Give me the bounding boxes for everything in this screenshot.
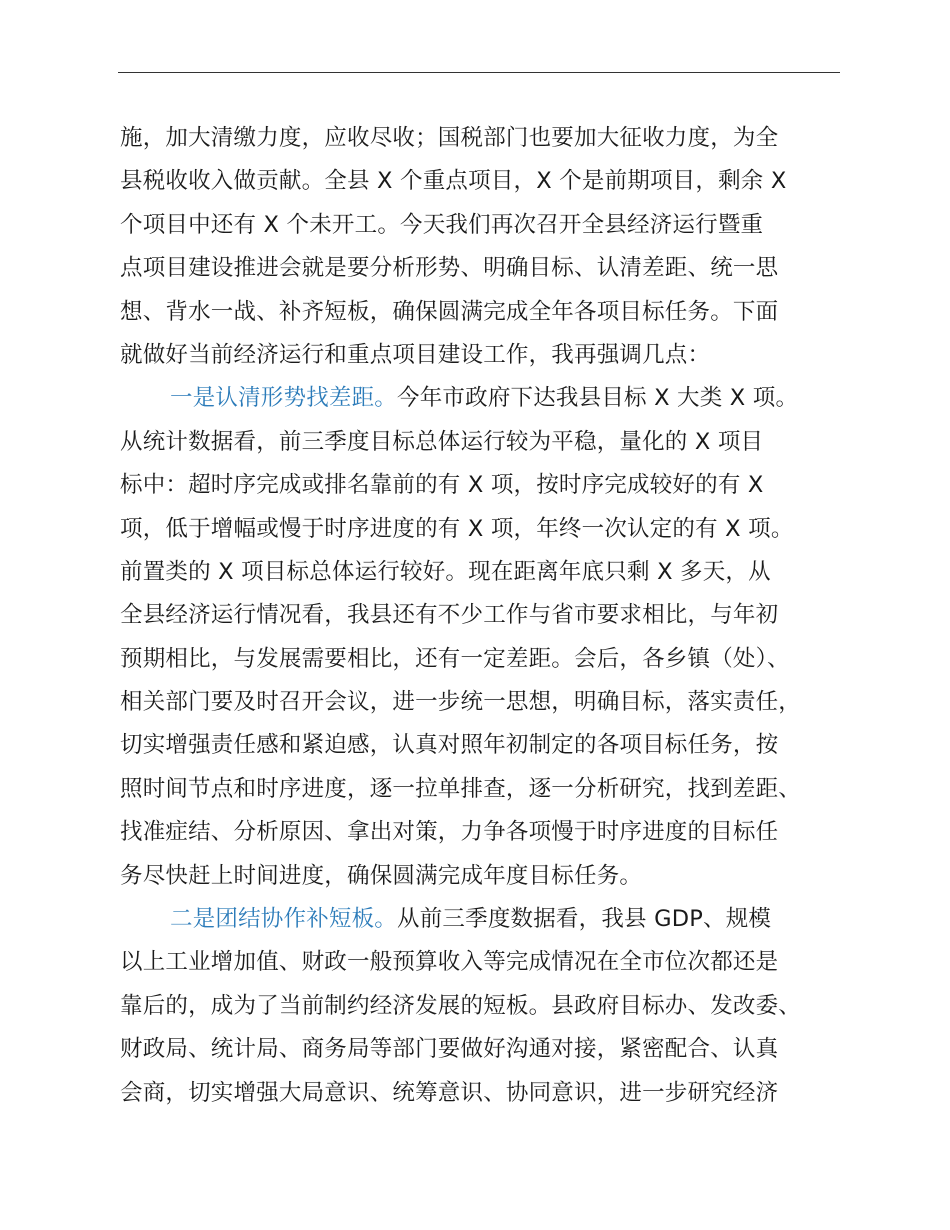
text-line: 就做好当前经济运行和重点项目建设工作，我再强调几点： — [120, 341, 711, 368]
first-line — [120, 898, 845, 941]
text-line: 务尽快赶上时间进度，确保圆满完成年度目标任务。 — [120, 862, 643, 889]
text-line: 找准症结、分析原因、拿出对策，力争各项慢于时序进度的目标任 — [120, 819, 779, 846]
text-line: 县税收收入做贡献。全县 X 个重点项目，X 个是前期项目，剩余 X — [120, 168, 787, 195]
text-run: 今年市政府下达我县目标 X 大类 X 项。 — [397, 385, 799, 412]
paragraph-section-1 — [120, 377, 845, 898]
text-line: 以上工业增加值、财政一般预算收入等完成情况在全市位次都还是 — [120, 949, 779, 976]
text-line: 相关部门要及时召开会议，进一步统一思想，明确目标，落实责任， — [120, 689, 802, 716]
text-line: 前置类的 X 项目标总体运行较好。现在距离年底只剩 X 多天，从 — [120, 558, 771, 585]
section-heading: 一是认清形势找差距。 — [170, 385, 398, 412]
header-rule — [118, 72, 840, 73]
text-line: 从统计数据看，前三季度目标总体运行较为平稳，量化的 X 项目 — [120, 428, 764, 455]
text-line: 施，加大清缴力度，应收尽收；国税部门也要加大征收力度，为全 — [120, 125, 779, 151]
text-line: 项，低于增幅或慢于时序进度的有 X 项，年终一次认定的有 X 项。 — [120, 515, 794, 542]
text-run: 从前三季度数据看，我县 GDP、规模 — [397, 906, 772, 933]
text-line: 财政局、统计局、商务局等部门要做好沟通对接，紧密配合、认真 — [120, 1036, 779, 1063]
text-line: 标中：超时序完成或排名靠前的有 X 项，按时序完成较好的有 X — [120, 472, 764, 499]
text-line: 会商，切实增强大局意识、统筹意识、协同意识，进一步研究经济 — [120, 1079, 779, 1106]
text-line: 个项目中还有 X 个未开工。今天我们再次召开全县经济运行暨重 — [120, 211, 764, 238]
paragraph-section-2 — [120, 898, 845, 1115]
first-line — [120, 377, 845, 420]
text-line: 全县经济运行情况看，我县还有不少工作与省市要求相比，与年初 — [120, 602, 779, 629]
document-body — [120, 117, 845, 1115]
text-line: 想、背水一战、补齐短板，确保圆满完成全年各项目标任务。下面 — [120, 298, 779, 325]
text-line: 切实增强责任感和紧迫感，认真对照年初制定的各项目标任务，按 — [120, 732, 779, 759]
paragraph-continuation — [120, 117, 845, 377]
text-line: 预期相比，与发展需要相比，还有一定差距。会后，各乡镇（处）、 — [120, 645, 790, 672]
section-heading: 二是团结协作补短板。 — [170, 906, 398, 933]
text-line: 点项目建设推进会就是要分析形势、明确目标、认清差距、统一思 — [120, 255, 779, 282]
text-line: 靠后的，成为了当前制约经济发展的短板。县政府目标办、发改委、 — [120, 992, 802, 1019]
text-line: 照时间节点和时序进度，逐一拉单排查，逐一分析研究，找到差距、 — [120, 775, 802, 802]
